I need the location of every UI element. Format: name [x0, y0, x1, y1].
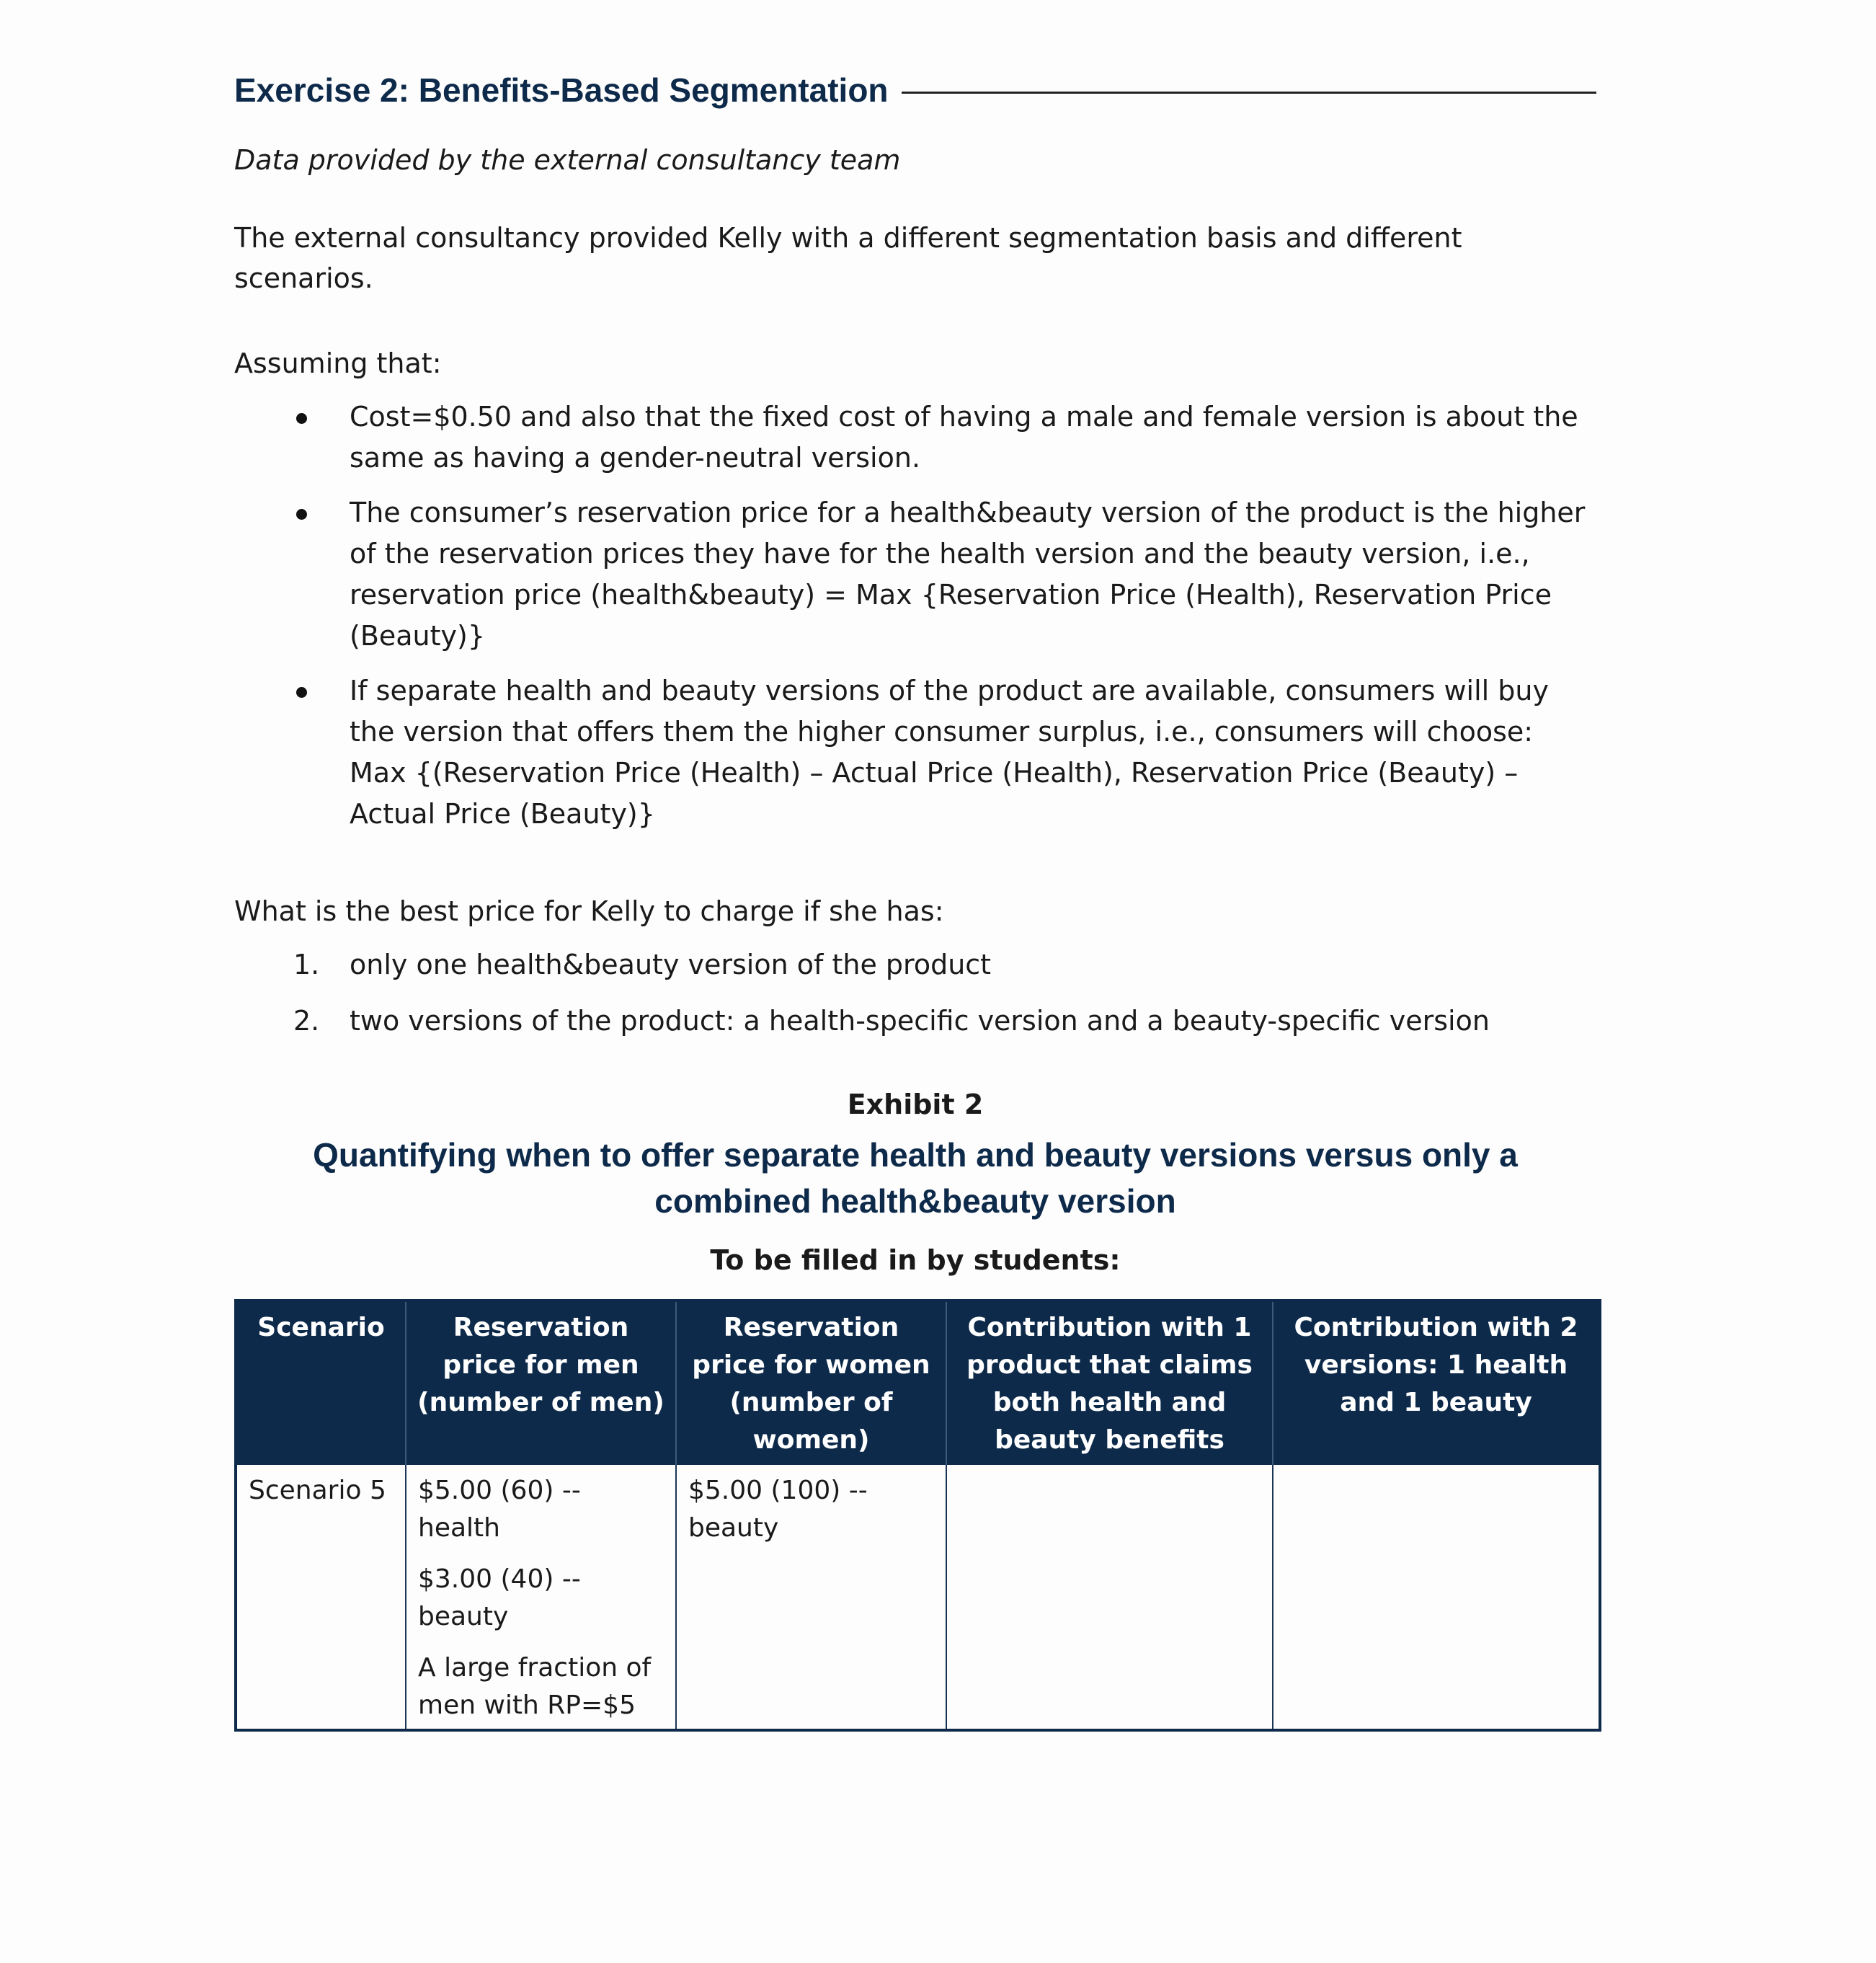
- men-beauty-value: $3.00 (40) -- beauty: [418, 1564, 581, 1631]
- title-row: [234, 68, 1596, 112]
- list-item: [234, 1001, 1596, 1041]
- title-rule: [902, 92, 1596, 94]
- list-item: [234, 396, 1596, 479]
- bullet-icon: [296, 687, 307, 698]
- list-item: [234, 492, 1596, 657]
- list-item: [234, 670, 1596, 835]
- column-header-two-versions: Contribution with 2 versions: 1 health and 1 beauty: [1273, 1300, 1600, 1465]
- assumptions-list: [234, 396, 1596, 835]
- bullet-icon: [296, 413, 307, 424]
- fill-note: To be filled in by students:: [710, 1244, 1121, 1276]
- column-header-women: Reservation price for women (number of women): [676, 1300, 946, 1465]
- cell-women: $5.00 (100) -- beauty: [676, 1465, 946, 1730]
- exhibit-title: Quantifying when to offer separate health and beauty versions versus only a combined health&beauty version: [313, 1136, 1518, 1220]
- cell-scenario: Scenario 5: [236, 1465, 406, 1730]
- page-title: Exercise 2: Benefits-Based Segmentation: [234, 71, 889, 109]
- column-header-one-product: Contribution with 1 product that claims both health and beauty benefits: [946, 1300, 1273, 1465]
- intro-paragraph: The external consultancy provided Kelly with a different segmentation basis and different scenarios.: [234, 222, 1462, 294]
- question-list: [234, 944, 1596, 1041]
- bullet-icon: [296, 509, 307, 520]
- question-text: only one health&beauty version of the product: [350, 949, 992, 980]
- table-row: [236, 1465, 1600, 1730]
- cell-men: [406, 1465, 676, 1730]
- cell-one-product[interactable]: [946, 1465, 1273, 1730]
- document-page: [234, 68, 1596, 1732]
- table-header-row: [236, 1300, 1600, 1465]
- men-note: A large fraction of men with RP=$5: [418, 1653, 652, 1720]
- assumption-text: Cost=$0.50 and also that the fixed cost of having a male and female version is about the same as having a gender-neutral version.: [350, 401, 1578, 474]
- list-number: 2.: [293, 1005, 320, 1037]
- assumptions-lead: Assuming that:: [234, 347, 442, 379]
- subtitle: Data provided by the external consultancy team: [234, 144, 901, 176]
- question-text: two versions of the product: a health-specific version and a beauty-specific version: [350, 1005, 1490, 1037]
- exhibit-table: [234, 1299, 1601, 1732]
- exhibit-label: Exhibit 2: [847, 1089, 984, 1120]
- assumption-text: If separate health and beauty versions of the product are available, consumers will buy the version that offers them the higher consumer surplus, i.e., consumers will choose: Max {(Reservation Price (Health) – Actual Price (Health), Reservation Price (Beauty) – Actual Price (Beauty)}: [350, 675, 1549, 830]
- men-health-value: $5.00 (60) -- health: [418, 1476, 581, 1543]
- cell-two-versions[interactable]: [1273, 1465, 1600, 1730]
- column-header-men: Reservation price for men (number of men): [406, 1300, 676, 1465]
- question-lead: What is the best price for Kelly to charge if she has:: [234, 895, 944, 927]
- list-item: [234, 944, 1596, 985]
- column-header-scenario: Scenario: [236, 1300, 406, 1465]
- assumption-text: The consumer’s reservation price for a health&beauty version of the product is the higher of the reservation prices they have for the health version and the beauty version, i.e., reservation price (health&beauty) = Max {Reservation Price (Health), Reservation Price (Beauty)}: [350, 497, 1586, 652]
- list-number: 1.: [293, 949, 320, 980]
